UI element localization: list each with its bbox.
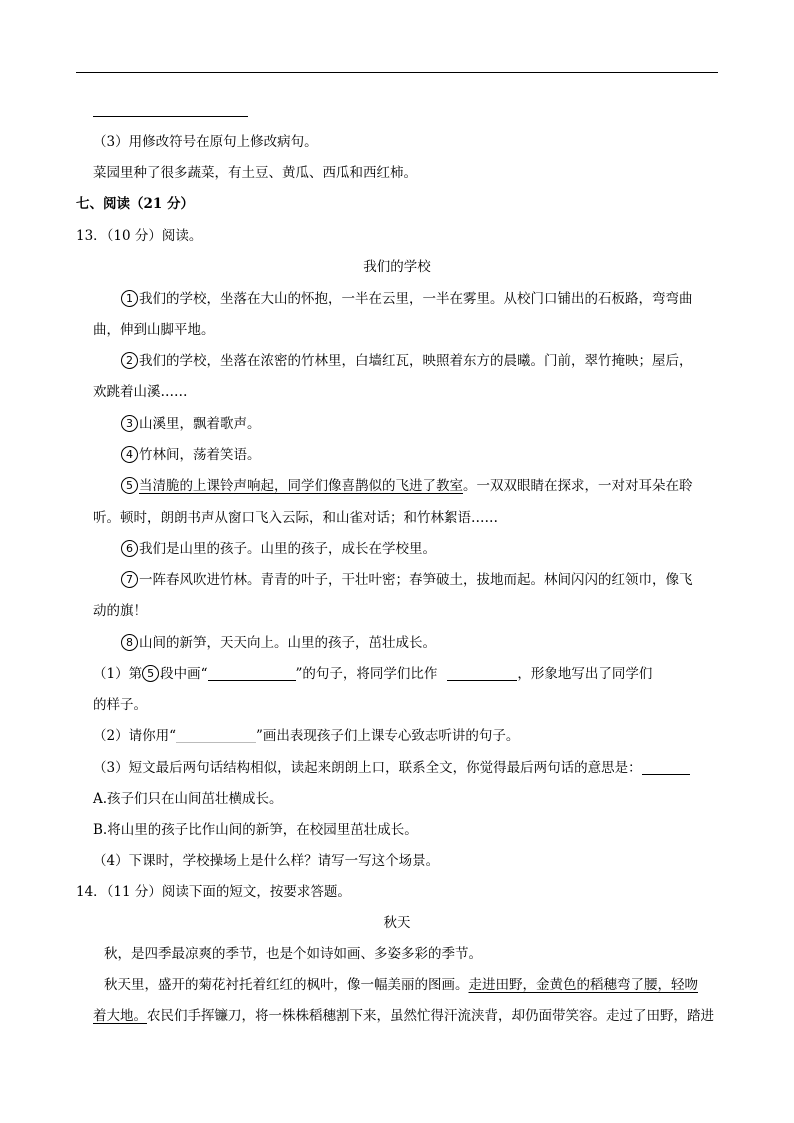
- option-a: A.孩子们只在山间茁壮横成长。: [93, 791, 283, 807]
- paragraph-1-cont: 曲，伸到山脚平地。: [93, 322, 215, 338]
- paragraph-number: 7: [121, 571, 138, 588]
- paragraph-2-cont: 欢跳着山溪……: [93, 384, 188, 400]
- q14-paragraph-2-cont: 着大地。农民们手挥镰刀，将一株株稻穗割下来，虽然忙得汗流浃背，却仍面带笑容。走过了田野，踏进: [93, 1008, 714, 1024]
- paragraph-number: 6: [121, 540, 138, 557]
- question-1: （1）第 5 段中画“ ”的句子，将同学们比作 ，形象地写出了同学们: [93, 666, 653, 682]
- option-b: B.将山里的孩子比作山间的新笋，在校园里茁壮成长。: [93, 822, 418, 838]
- faulty-sentence: 菜园里种了很多蔬菜，有土豆、黄瓜、西瓜和西红柿。: [93, 165, 417, 181]
- question-2: （2）请你用“ ”画出表现孩子们上课专心致志听讲的句子。: [93, 728, 520, 744]
- paragraph-4: 4 竹林间，荡着笑语。: [121, 445, 261, 465]
- q13-header: 13．（10 分）阅读。: [76, 228, 203, 244]
- underlined-sentence: 当清脆的上课铃声响起，同学们像喜鹊似的飞进了教室: [139, 478, 463, 494]
- paragraph-number: 3: [121, 415, 138, 432]
- paragraph-1: 1 我们的学校，坐落在大山的怀抱，一半在云里，一半在雾里。从校门口铺出的石板路，弯弯曲: [121, 289, 693, 309]
- question-3: （3）短文最后两句话结构相似，读起来朗朗上口，联系全文，你觉得最后两句话的意思是：: [93, 758, 690, 778]
- paragraph-2: 2 我们的学校，坐落在浓密的竹林里，白墙红瓦，映照着东方的晨曦。门前，翠竹掩映；屋后，: [121, 351, 693, 371]
- paragraph-number: 8: [121, 634, 138, 651]
- paragraph-number: 5: [121, 477, 138, 494]
- header-rule: [76, 72, 718, 73]
- paragraph-7-cont: 动的旗！: [93, 603, 147, 619]
- question-revise: （3）用修改符号在原句上修改病句。: [93, 134, 318, 150]
- section-heading: 七、阅读（21 分）: [76, 196, 194, 212]
- underline-sample: [176, 728, 256, 743]
- paragraph-number: 4: [121, 446, 138, 463]
- paragraph-5-cont: 听。顿时，朗朗书声从窗口飞入云际，和山雀对话；和竹林絮语……: [93, 510, 498, 526]
- q14-paragraph-1: 秋，是四季最凉爽的季节，也是个如诗如画、多姿多彩的季节。: [104, 946, 482, 962]
- q14-header: 14．（11 分）阅读下面的短文，按要求答题。: [76, 884, 351, 900]
- passage-title: 秋天: [383, 915, 411, 931]
- paragraph-number: 2: [121, 352, 138, 369]
- underline-sample: [208, 666, 296, 681]
- answer-blank[interactable]: [447, 666, 517, 681]
- q14-paragraph-2: 秋天里，盛开的菊花衬托着红红的枫叶，像一幅美丽的图画。走进田野，金黄色的稻穗弯了腰，轻吻: [104, 977, 698, 993]
- paragraph-5: 5 当清脆的上课铃声响起，同学们像喜鹊似的飞进了教室。一双双眼睛在探求，一对对耳朵在聆: [121, 476, 693, 496]
- paragraph-7: 7 一阵春风吹进竹林。青青的叶子，干壮叶密；春笋破土，拔地而起。林间闪闪的红领巾，像飞: [121, 570, 693, 590]
- answer-blank-line: [93, 116, 248, 117]
- paragraph-number: 5: [142, 665, 159, 682]
- paragraph-number: 1: [121, 290, 138, 307]
- question-4: （4）下课时，学校操场上是什么样？请写一写这个场景。: [93, 853, 440, 869]
- paragraph-8: 8 山间的新笋，天天向上。山里的孩子，茁壮成长。: [121, 633, 436, 653]
- question-1-cont: 的样子。: [93, 697, 147, 713]
- passage-title: 我们的学校: [363, 259, 431, 275]
- underlined-sentence: 走进田野，金黄色的稻穗弯了腰，轻吻: [468, 977, 698, 993]
- paragraph-6: 6 我们是山里的孩子。山里的孩子，成长在学校里。: [121, 539, 436, 559]
- answer-blank[interactable]: [642, 760, 690, 775]
- paragraph-3: 3 山溪里，飘着歌声。: [121, 414, 261, 434]
- underlined-sentence: 着大地。: [93, 1008, 147, 1024]
